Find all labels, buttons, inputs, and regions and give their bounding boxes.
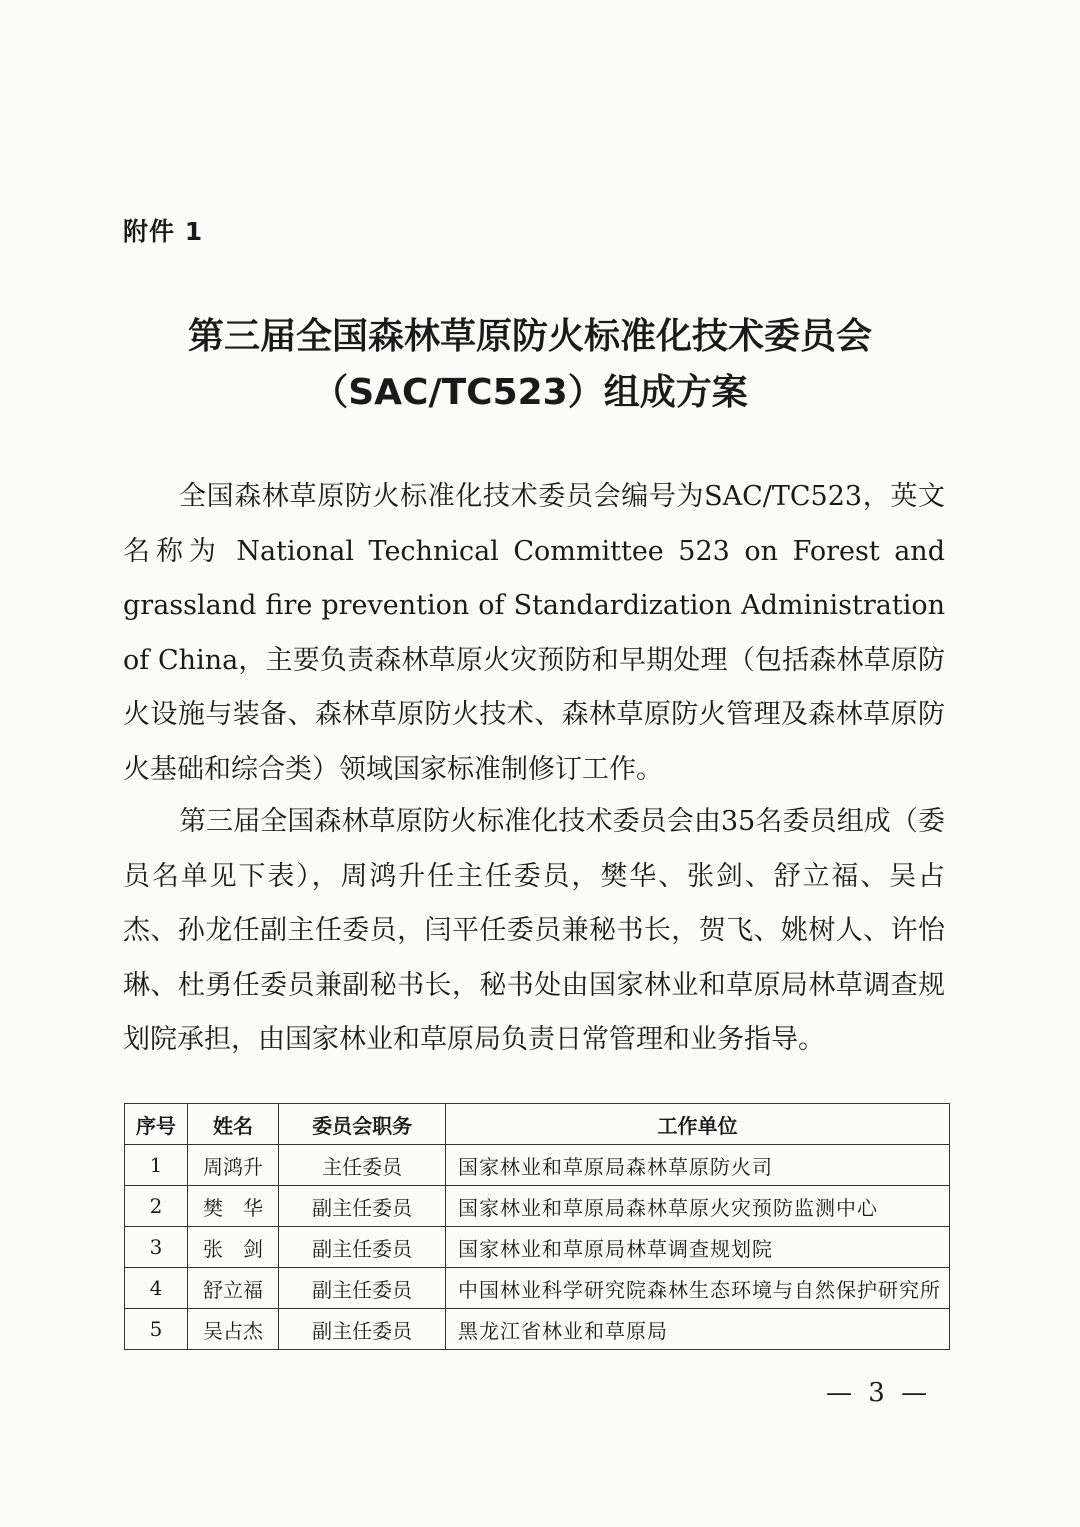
cell-serial: 5 — [125, 1309, 188, 1350]
cell-role: 副主任委员 — [279, 1268, 446, 1309]
cell-name: 张 剑 — [187, 1227, 278, 1268]
table-row — [125, 1227, 950, 1268]
table-header-row — [125, 1104, 950, 1145]
table-row — [125, 1268, 950, 1309]
cell-serial: 1 — [125, 1145, 188, 1186]
cell-unit: 国家林业和草原局森林草原防火司 — [445, 1145, 949, 1186]
cell-unit: 中国林业科学研究院森林生态环境与自然保护研究所 — [445, 1268, 949, 1309]
cell-role: 副主任委员 — [279, 1309, 446, 1350]
cell-role: 副主任委员 — [279, 1186, 446, 1227]
cell-name: 舒立福 — [187, 1268, 278, 1309]
cell-serial: 2 — [125, 1186, 188, 1227]
cell-unit: 国家林业和草原局林草调查规划院 — [445, 1227, 949, 1268]
document-title-line1: 第三届全国森林草原防火标准化技术委员会 — [187, 316, 872, 357]
cell-serial: 4 — [125, 1268, 188, 1309]
table-row — [125, 1309, 950, 1350]
cell-name: 周鸿升 — [187, 1145, 278, 1186]
header-role: 委员会职务 — [279, 1104, 446, 1145]
header-serial: 序号 — [125, 1104, 188, 1145]
paragraph-composition: 第三届全国森林草原防火标准化技术委员会由35名委员组成（委员名单见下表），周鸿升任主任委员，樊华、张剑、舒立福、吴占杰、孙龙任副主任委员，闫平任委员兼秘书长，贺飞、姚树人、许怡琳、杜勇任委员兼副秘书长，秘书处由国家林业和草原局林草调查规划院承担，由国家林业和草原局负责日常管理和业务指导。 — [123, 806, 945, 1055]
cell-unit: 黑龙江省林业和草原局 — [445, 1309, 949, 1350]
cell-serial: 3 — [125, 1227, 188, 1268]
page-number: — 3 — — [826, 1378, 932, 1408]
document-title-line2: （SAC/TC523）组成方案 — [312, 372, 748, 413]
cell-unit: 国家林业和草原局森林草原火灾预防监测中心 — [445, 1186, 949, 1227]
table-row — [125, 1186, 950, 1227]
table-row — [125, 1145, 950, 1186]
cell-role: 副主任委员 — [279, 1227, 446, 1268]
paragraph-intro: 全国森林草原防火标准化技术委员会编号为SAC/TC523，英文名称为 National Technical Committee 523 on Forest and grassland fire prevention of Standardization Administration of China，主要负责森林草原火灾预防和早期处理（包括森林草原防火设施与装备、森林草原防火技术、森林草原防火管理及森林草原防火基础和综合类）领域国家标准制修订工作。 — [123, 481, 945, 785]
attachment-label: 附件 1 — [123, 217, 204, 246]
header-name: 姓名 — [187, 1104, 278, 1145]
header-unit: 工作单位 — [445, 1104, 949, 1145]
cell-name: 吴占杰 — [187, 1309, 278, 1350]
cell-name: 樊 华 — [187, 1186, 278, 1227]
cell-role: 主任委员 — [279, 1145, 446, 1186]
members-table — [124, 1103, 950, 1350]
